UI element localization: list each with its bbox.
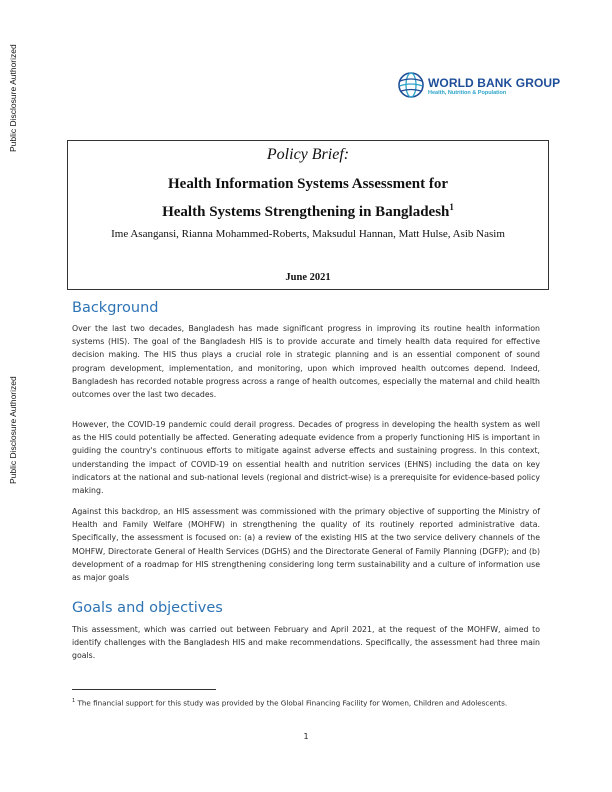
publication-date: June 2021 (285, 272, 331, 283)
logo-name: WORLD BANK GROUP (428, 76, 561, 90)
section-heading-background: Background (72, 300, 159, 316)
title-line-2 (68, 202, 548, 221)
footnote (72, 695, 540, 710)
title-footnote-ref[interactable]: 1 (449, 202, 454, 212)
title-box (67, 140, 549, 290)
disclosure-label-top: Public Disclosure Authorized (8, 44, 18, 152)
disclosure-label-middle: Public Disclosure Authorized (8, 376, 18, 484)
world-bank-logo (398, 66, 561, 106)
logo-subtitle: Health, Nutrition & Population (428, 90, 507, 96)
paragraph: This assessment, which was carried out between February and April 2021, at the request of the MOHFW, aimed to identify challenges with the Bangladesh HIS and make recommendations. Specifically, the assessment had three main goals. (72, 625, 540, 661)
authors: Ime Asangansi, Rianna Mohammed-Roberts, Maksudul Hannan, Matt Hulse, Asib Nasim (111, 228, 505, 240)
page-number: 1 (303, 732, 309, 741)
paragraph: Against this backdrop, an HIS assessment was commissioned with the primary objective of supporting the Ministry of Health and Family Welfare (MOHFW) in strengthening the quality of its routinely reported administrative data. Specifically, the assessment is focused on: (a) a review of the existing HIS at the two service delivery channels of the MOHFW, Directorate General of Health Services (DGHS) and the Directorate General of Family Planning (DGFP); and (b) development of a roadmap for HIS strengthening considering long term sustainability and a culture of information use as major goals (72, 507, 540, 583)
section-heading-goals: Goals and objectives (72, 600, 223, 616)
paragraph: Over the last two decades, Bangladesh has made significant progress in improving its routine health information systems (HIS). The goal of the Bangladesh HIS is to provide accurate and timely health data required for effective decision making. The HIS thus plays a crucial role in strategic planning and is an essential component of sound program development, implementation, and monitoring, upon which improved health outcomes depend. Indeed, Bangladesh has recorded notable progress across a range of health outcomes, especially the maternal and child health outcomes over the last two decades. (72, 324, 540, 400)
footnote-text: The financial support for this study was provided by the Global Financing Facility for Women, Children and Adolescents. (77, 698, 508, 708)
brief-label: Policy Brief: (266, 146, 350, 163)
globe-icon (398, 72, 424, 98)
footnote-number: 1 (72, 698, 76, 704)
title-line-1: Health Information Systems Assessment for (168, 176, 448, 192)
footnote-divider (72, 689, 216, 690)
paragraph: However, the COVID-19 pandemic could derail progress. Decades of progress in developing the health system as well as the HIS could potentially be affected. Generating adequate evidence from a properly functioning HIS is important in guiding the country's continuous efforts to mitigate against adverse effects and sustaining progress. In this context, understanding the impact of COVID-19 on essential health and nutrition services (EHNS) including the data on key indicators at the national and sub-national levels (regional and district-wise) is a prerequisite for evidence-based policy making. (72, 420, 540, 496)
title-line-2-text: Health Systems Strengthening in Bangladesh (162, 204, 450, 220)
